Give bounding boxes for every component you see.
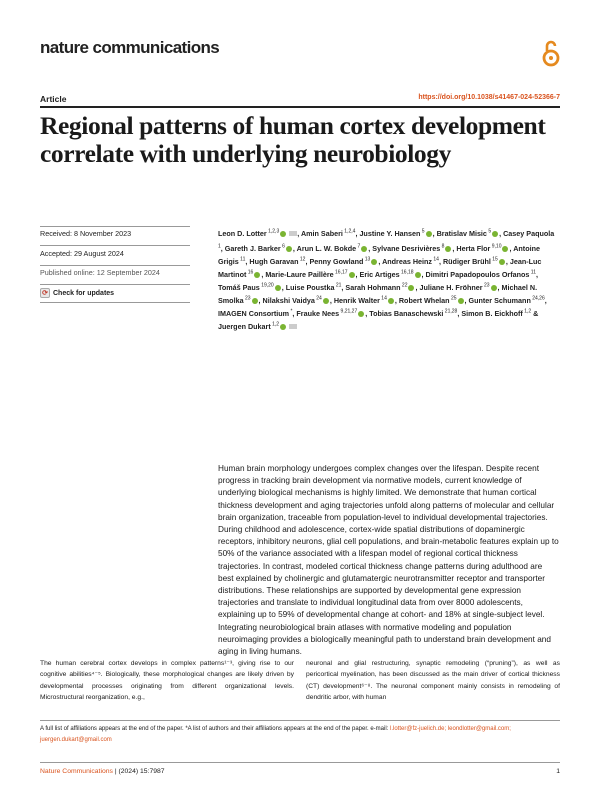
check-updates-button[interactable] <box>40 288 114 298</box>
author-affiliation: 24 <box>314 295 322 302</box>
author-name[interactable]: Arun L. W. Bokde <box>296 244 357 254</box>
meta-divider <box>40 284 190 285</box>
author-affiliation: 9,21,27 <box>339 308 358 315</box>
orcid-icon[interactable] <box>361 246 367 252</box>
accepted-date: Accepted: 29 August 2024 <box>40 249 124 258</box>
abstract: Human brain morphology undergoes complex changes over the lifespan. Despite recent progress in tracking brain development via normative models, current knowledge of underlying biological mechanisms is highly limited. We demonstrate that human cortical thickness development and aging trajectories unfold along patterns of molecular and cellular brain organization, traceable from population-level to individual developmental trajectories. During childhood and adolescence, cortex-wide spatial distributions of dopaminergic receptors, inhibitory neurons, glial cell populations, and brain-metabolic features explain up to 50% of the variance associated with a lifespan model of regional cortical thickness trajectories. In contrast, modeled cortical thickness change patterns during adulthood are best explained by cholinergic and glutamatergic neurotransmitter receptor and transporter distributions. These relationships are supported by developmental gene expression trajectories and translate to individual longitudinal data from over 8000 adolescents, explaining up to 59% of developmental change at cohort- and 18% at single-subject level. Integrating neurobiological brain atlases with normative modeling and population neuroimaging provides a biologically meaningful path to understand brain development and aging in living humans. <box>218 464 559 657</box>
mail-icon[interactable] <box>289 324 297 330</box>
author-affiliation: 13 <box>363 256 371 263</box>
orcid-icon[interactable] <box>286 246 292 252</box>
author-entry <box>296 309 369 318</box>
published-date: Published online: 12 September 2024 <box>40 268 160 277</box>
author-name[interactable]: Casey Paquola <box>503 229 555 239</box>
author-name[interactable]: Robert Whelan <box>398 296 450 306</box>
author-affiliation: 5 <box>420 229 425 235</box>
author-entry <box>218 309 296 318</box>
header-rule <box>40 106 560 108</box>
orcid-icon[interactable] <box>358 311 364 317</box>
author-affiliation: * <box>289 308 293 315</box>
author-entry <box>426 270 538 279</box>
author-entry <box>360 270 426 279</box>
orcid-icon[interactable] <box>254 272 260 278</box>
author-name[interactable]: Penny Gowland <box>309 257 364 267</box>
author-name[interactable]: Leon D. Lotter <box>218 229 267 239</box>
author-affiliation: 12 <box>298 256 306 263</box>
author-separator: , <box>329 296 334 306</box>
author-name[interactable]: Dimitri Papadopoulos Orfanos <box>425 270 530 280</box>
footer-volume: | (2024) 15:7987 <box>114 768 165 775</box>
author-entry <box>399 296 469 305</box>
author-affiliation: 16,18 <box>399 269 414 276</box>
author-name[interactable]: Justine Y. Hansen <box>359 229 421 239</box>
author-name[interactable]: Juliane H. Fröhner <box>419 283 483 293</box>
orcid-icon[interactable] <box>492 231 498 237</box>
email-links[interactable]: l.lotter@fz-juelich.de; leondlotter@gmail.com; juergen.dukart@gmail.com <box>40 726 511 743</box>
author-separator: , <box>415 283 420 293</box>
author-separator: , <box>305 257 310 267</box>
orcid-icon[interactable] <box>491 285 497 291</box>
author-entry <box>456 244 513 253</box>
author-entry <box>372 244 456 253</box>
author-entry <box>443 257 510 266</box>
meta-divider <box>40 226 190 227</box>
author-separator: & <box>531 309 539 319</box>
orcid-icon[interactable] <box>415 272 421 278</box>
author-name[interactable]: Jean-Luc Martinot <box>218 257 542 280</box>
author-separator: , <box>432 229 437 239</box>
author-affiliation: 16,17 <box>333 269 348 276</box>
meta-divider <box>40 265 190 266</box>
author-name[interactable]: Henrik Walter <box>333 296 380 306</box>
author-entry <box>369 309 461 318</box>
orcid-icon[interactable] <box>349 272 355 278</box>
author-affiliation: 23 <box>482 282 490 289</box>
author-separator: , <box>281 283 286 293</box>
author-name[interactable]: Marie-Laure Paillère <box>265 270 334 280</box>
author-affiliation: 9,10 <box>490 243 502 250</box>
author-entry <box>419 283 501 292</box>
author-affiliation: 11 <box>238 256 246 263</box>
author-name[interactable]: Nilakshi Vaidya <box>262 296 315 306</box>
meta-divider <box>40 245 190 246</box>
author-affiliation: 25 <box>449 295 457 302</box>
author-list <box>218 227 560 333</box>
author-name[interactable]: Tomáš Paus <box>218 283 260 293</box>
author-separator: , <box>297 229 301 239</box>
author-affiliation: 15 <box>490 256 498 263</box>
author-separator: , <box>355 270 360 280</box>
author-affiliation: 21,28 <box>443 308 458 315</box>
author-name[interactable]: Juergen Dukart <box>218 322 271 332</box>
author-name[interactable]: Frauke Nees <box>296 309 340 319</box>
author-name[interactable]: Michael N. Smolka <box>218 283 538 306</box>
author-entry <box>334 296 399 305</box>
author-entry <box>469 296 547 305</box>
author-entry <box>218 322 297 331</box>
page-number: 1 <box>556 768 560 775</box>
author-separator: , <box>292 309 297 319</box>
author-separator: , <box>509 244 514 254</box>
author-separator: , <box>394 296 399 306</box>
author-affiliation: 5 <box>486 229 492 235</box>
author-affiliation: 21 <box>334 282 342 289</box>
author-name[interactable]: IMAGEN Consortium <box>218 309 290 319</box>
author-affiliation: 11 <box>529 269 536 276</box>
author-name[interactable]: Simon B. Eickhoff <box>461 309 523 319</box>
author-separator: , <box>355 229 360 239</box>
author-separator: , <box>261 270 266 280</box>
doi-link[interactable]: https://doi.org/10.1038/s41467-024-52366-7 <box>418 94 560 101</box>
author-entry <box>437 229 504 238</box>
author-affiliation: 1,2,4 <box>342 229 356 235</box>
author-entry <box>218 229 301 238</box>
orcid-icon[interactable] <box>499 259 505 265</box>
author-entry <box>301 229 359 238</box>
author-separator: , <box>220 244 225 254</box>
author-affiliation: 14 <box>432 256 439 263</box>
author-entry <box>225 244 297 253</box>
author-affiliation: 23 <box>243 295 251 302</box>
author-separator: , <box>535 270 538 280</box>
author-entry <box>218 283 286 292</box>
orcid-icon[interactable] <box>408 285 414 291</box>
author-separator: , <box>258 296 263 306</box>
author-separator: , <box>544 296 547 306</box>
author-name[interactable]: Hugh Garavan <box>249 257 299 267</box>
author-separator: , <box>378 257 383 267</box>
author-separator: , <box>245 257 250 267</box>
footnote <box>40 724 560 745</box>
author-separator: , <box>421 270 426 280</box>
orcid-icon[interactable] <box>502 246 508 252</box>
author-name[interactable]: Gunter Schumann <box>468 296 531 306</box>
author-name[interactable]: Herta Flor <box>456 244 491 254</box>
author-affiliation: 6 <box>280 243 285 250</box>
author-affiliation: 8 <box>440 243 445 250</box>
author-separator: , <box>464 296 469 306</box>
author-affiliation: 22 <box>400 282 408 289</box>
author-name[interactable]: Tobias Banaschewski <box>369 309 444 319</box>
orcid-icon[interactable] <box>426 231 432 237</box>
journal-name: nature communications <box>40 38 220 57</box>
author-affiliation: 16 <box>246 269 254 276</box>
author-separator: , <box>505 257 510 267</box>
author-affiliation: 24,26 <box>530 295 545 302</box>
author-affiliation: 1,2 <box>270 321 280 328</box>
author-name[interactable]: Andreas Heinz <box>382 257 433 267</box>
paper-title: Regional patterns of human cortex development correlate with underlying neurobiology <box>40 111 546 168</box>
author-separator: , <box>292 244 297 254</box>
author-name[interactable]: Luise Poustka <box>285 283 335 293</box>
check-updates-label: Check for updates <box>53 289 115 297</box>
author-entry <box>345 283 419 292</box>
footnote-rule <box>40 720 560 721</box>
author-separator: , <box>368 244 373 254</box>
article-type-label: Article <box>40 94 67 104</box>
author-affiliation: 1,2 <box>522 308 532 315</box>
orcid-icon[interactable] <box>252 298 258 304</box>
author-name[interactable]: Gareth J. Barker <box>224 244 281 254</box>
author-separator: , <box>341 283 346 293</box>
author-entry <box>461 309 538 318</box>
author-separator: , <box>457 309 462 319</box>
author-name[interactable]: Bratislav Misic <box>436 229 487 239</box>
author-separator: , <box>365 309 370 319</box>
body-text-right: neuronal and glial restructuring, synaptic remodeling (“pruning”), as well as pericortical myelination, has been discussed as the main driver of cortical thickness (CT) development⁶⁻⁸. The neuronal component mainly consists in remodeling of dendritic arbor, with human <box>306 660 560 701</box>
open-access-icon <box>541 38 561 68</box>
affiliation-note: A full list of affiliations appears at the end of the paper. *A list of authors and their affiliations appears at the end of the paper. <box>40 726 369 732</box>
orcid-icon[interactable] <box>445 246 451 252</box>
author-name[interactable]: Sylvane Desrivières <box>372 244 441 254</box>
author-entry <box>382 257 443 266</box>
author-separator: , <box>452 244 457 254</box>
orcid-icon[interactable] <box>458 298 464 304</box>
author-affiliation: 1,2,3 <box>266 229 280 235</box>
author-affiliation: 14 <box>379 295 387 302</box>
author-affiliation: 7 <box>356 243 361 250</box>
author-affiliation: 19,20 <box>259 282 274 289</box>
author-entry <box>286 283 346 292</box>
author-affiliation: 1 <box>218 243 221 250</box>
author-entry <box>359 229 436 238</box>
orcid-icon[interactable] <box>280 231 286 237</box>
received-date: Received: 8 November 2023 <box>40 229 132 238</box>
author-entry <box>263 296 334 305</box>
orcid-icon[interactable] <box>275 285 281 291</box>
orcid-icon[interactable] <box>388 298 394 304</box>
author-entry <box>309 257 382 266</box>
author-name[interactable]: Rüdiger Brühl <box>442 257 491 267</box>
email-label: e-mail: <box>370 726 389 732</box>
author-name[interactable]: Antoine Grigis <box>218 244 540 267</box>
author-name[interactable]: Sarah Hohmann <box>345 283 401 293</box>
author-separator: , <box>499 229 504 239</box>
author-name[interactable]: Amin Saberi <box>300 229 343 239</box>
orcid-icon[interactable] <box>323 298 329 304</box>
footer-citation <box>40 768 165 775</box>
author-entry <box>249 257 309 266</box>
author-separator: , <box>438 257 443 267</box>
author-name[interactable]: Eric Artiges <box>359 270 400 280</box>
orcid-icon[interactable] <box>280 324 286 330</box>
check-updates-icon: ⟳ <box>40 288 50 298</box>
author-separator: , <box>497 283 502 293</box>
footer-rule <box>40 762 560 763</box>
author-entry <box>297 244 373 253</box>
footer-journal-name[interactable]: Nature Communications <box>40 768 113 775</box>
author-entry <box>265 270 359 279</box>
meta-divider <box>40 302 190 303</box>
body-text-left: The human cerebral cortex develops in complex patterns¹⁻³, giving rise to our cognitive abilities⁴⁻⁵. Biologically, these morphological changes are likely driven by developmental processes originating from different organizational levels. Microstructural reorganization, e.g., <box>40 660 294 701</box>
orcid-icon[interactable] <box>371 259 377 265</box>
